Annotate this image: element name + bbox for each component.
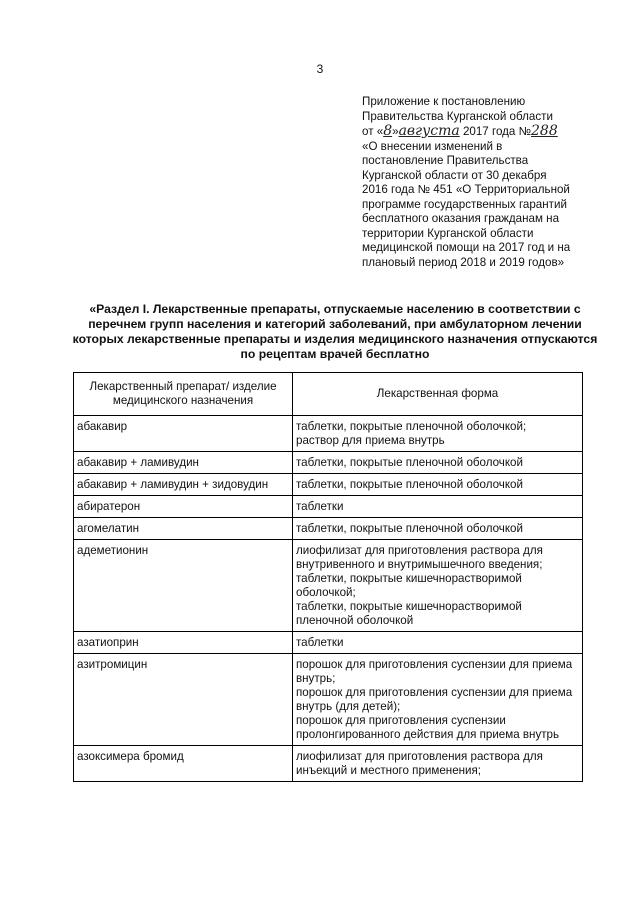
- appendix-description-line: программе государственных гарантий: [362, 197, 567, 211]
- date-prefix: от «: [362, 125, 384, 138]
- drug-table: [73, 372, 583, 782]
- section-title: «Раздел I. Лекарственные препараты, отпускаемые населению в соответствии с перечнем групп населения и категорий заболеваний, при амбулаторном лечении которых лекарственные препараты и изделия медицинского назначения отпускаются по рецептам врачей бесплатно: [72, 302, 598, 361]
- drug-form-line: лиофилизат для приготовления раствора для инъекций и местного применения;: [296, 750, 543, 777]
- handwritten-month: августа: [398, 123, 460, 139]
- appendix-description-line: плановый период 2018 и 2019 годов»: [362, 255, 565, 269]
- drug-form-cell: [293, 746, 583, 782]
- drug-form-line: таблетки: [296, 500, 344, 513]
- drug-name-cell: абакавир + ламивудин: [74, 452, 293, 474]
- table-row: [74, 474, 583, 496]
- drug-name-cell: абакавир + ламивудин + зидовудин: [74, 474, 293, 496]
- date-mid: »: [392, 125, 399, 138]
- appendix-date-line: [362, 124, 632, 140]
- table-row: [74, 746, 583, 782]
- drug-form-line: таблетки, покрытые пленочной оболочкой;: [296, 420, 527, 433]
- appendix-description-line: бесплатного оказания гражданам на: [362, 212, 560, 225]
- drug-name-cell: азитромицин: [74, 654, 293, 746]
- table-body: [74, 416, 583, 782]
- appendix-line-1: Приложение к постановлению: [362, 95, 526, 108]
- table-row: [74, 518, 583, 540]
- drug-form-line: лиофилизат для приготовления раствора для внутривенного и внутримышечного введения;: [296, 544, 543, 571]
- drug-name-cell: азоксимера бромид: [74, 746, 293, 782]
- table-row: [74, 654, 583, 746]
- drug-form-line: таблетки, покрытые кишечнорастворимой оболочкой;: [296, 572, 522, 599]
- handwritten-day: 8: [383, 123, 393, 139]
- appendix-header: [362, 95, 632, 270]
- drug-form-cell: [293, 518, 583, 540]
- appendix-description: [362, 140, 632, 271]
- appendix-description-line: медицинской помощи на 2017 год и на: [362, 241, 571, 254]
- drug-form-line: порошок для приготовления суспензии пролонгированного действия для приема внутрь: [296, 714, 560, 741]
- drug-form-cell: [293, 540, 583, 632]
- drug-form-line: порошок для приготовления суспензии для приема внутрь (для детей);: [296, 686, 573, 713]
- column-header-drug: Лекарственный препарат/ изделие медицинского назначения: [74, 373, 293, 416]
- drug-form-line: раствор для приема внутрь: [296, 434, 445, 447]
- appendix-description-line: «О внесении изменений в: [362, 139, 503, 153]
- drug-form-line: таблетки, покрытые кишечнорастворимой пленочной оболочкой: [296, 600, 522, 627]
- drug-form-line: таблетки, покрытые пленочной оболочкой: [296, 522, 523, 535]
- appendix-description-line: территории Курганской области: [362, 226, 534, 240]
- drug-form-line: таблетки, покрытые пленочной оболочкой: [296, 478, 523, 491]
- table-row: [74, 452, 583, 474]
- table-row: [74, 416, 583, 452]
- drug-form-cell: [293, 452, 583, 474]
- table-row: [74, 540, 583, 632]
- drug-form-cell: [293, 496, 583, 518]
- table-header-row: [74, 373, 583, 416]
- drug-name-cell: адеметионин: [74, 540, 293, 632]
- appendix-description-line: 2016 года № 451 «О Территориальной: [362, 183, 570, 196]
- drug-name-cell: азатиоприн: [74, 632, 293, 654]
- table-row: [74, 632, 583, 654]
- year-text: 2017 года №: [462, 125, 532, 138]
- appendix-description-line: Курганской области от 30 декабря: [362, 168, 547, 182]
- appendix-description-line: постановление Правительства: [362, 154, 529, 167]
- drug-form-cell: [293, 632, 583, 654]
- drug-form-line: порошок для приготовления суспензии для приема внутрь;: [296, 658, 573, 685]
- drug-form-cell: [293, 416, 583, 452]
- drug-name-cell: абакавир: [74, 416, 293, 452]
- drug-name-cell: агомелатин: [74, 518, 293, 540]
- drug-form-line: таблетки, покрытые пленочной оболочкой: [296, 456, 523, 469]
- drug-form-cell: [293, 654, 583, 746]
- page-number: 3: [316, 62, 324, 76]
- appendix-line-2: Правительства Курганской области: [362, 109, 553, 123]
- drug-name-cell: абиратерон: [74, 496, 293, 518]
- drug-form-cell: [293, 474, 583, 496]
- handwritten-number: 288: [531, 123, 558, 139]
- drug-form-line: таблетки: [296, 636, 344, 649]
- column-header-form: Лекарственная форма: [293, 373, 583, 416]
- table-row: [74, 496, 583, 518]
